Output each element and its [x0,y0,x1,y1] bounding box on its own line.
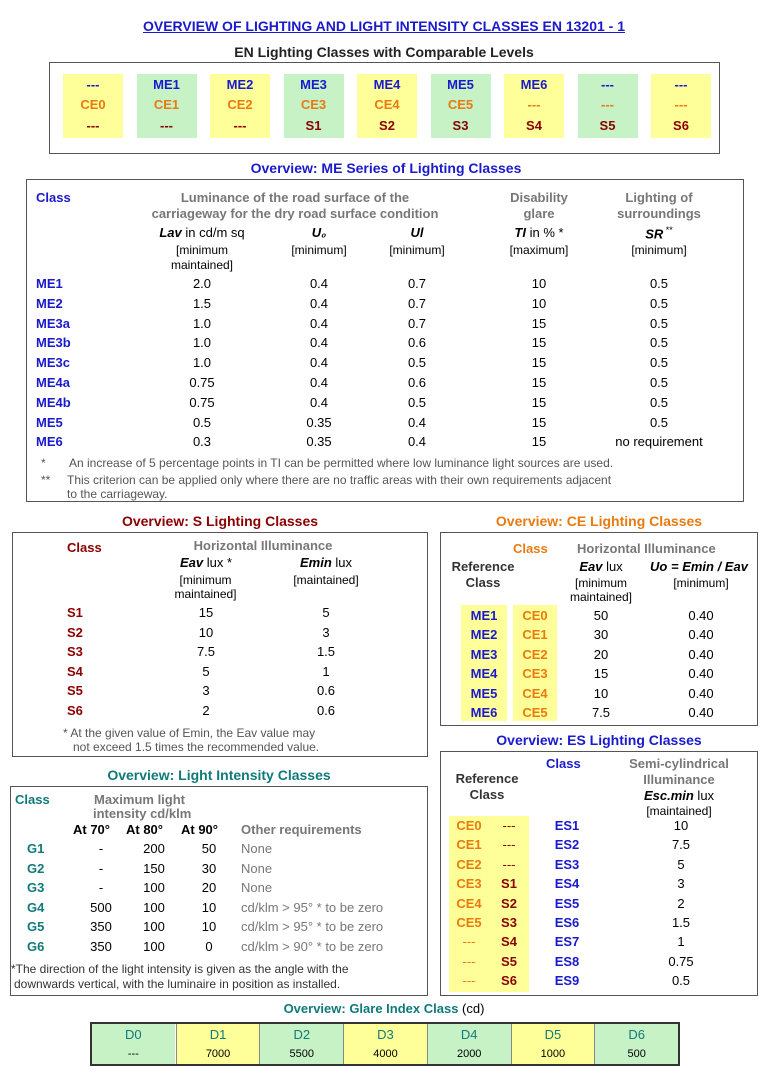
es-row-class: ES5 [554,895,580,911]
comparable-ce: CE5 [447,97,474,112]
es-row-value: 7.5 [671,837,691,853]
me-row-value: 15 [531,315,547,331]
s-row-value: 15 [198,605,214,620]
d-table [90,1022,680,1066]
comparable-me: ME4 [373,77,401,92]
me-row-value: 0.7 [407,315,427,331]
comparable-ce: --- [527,97,541,112]
d-class: D2 [293,1027,311,1042]
g-row-value: 30 [201,860,217,876]
me-unit-ti: TI in % * [514,225,564,240]
me-row-value: 0.4 [407,414,427,430]
g-row-class: G2 [27,860,45,876]
s-row-value: 3 [202,683,210,698]
me-row-value: 0.5 [649,315,669,331]
es-row-class: ES7 [554,934,580,950]
es-row-s: --- [502,856,516,872]
me-row-value: no requirement [615,434,703,450]
es-row-value: 1 [677,934,685,950]
es-row-ce: CE4 [456,895,482,911]
me-q-sr: [minimum] [631,243,687,257]
me-row-value: 15 [531,414,547,430]
s-row-class: S5 [67,683,83,698]
d-cell [511,1024,595,1064]
me-row-value: 0.4 [309,355,329,371]
me-row-value: 0.5 [407,394,427,410]
comparable-s: S6 [673,118,689,133]
es-row-ce: CE5 [456,915,482,930]
g-row-value: 500 [90,899,112,915]
d-cell [594,1024,678,1064]
d-class: D4 [460,1027,478,1042]
me-h-disability-1: Disability [510,190,568,205]
g-row-other: cd/klm > 95° * to be zero [241,919,384,935]
ce-row-value: 0.40 [688,705,714,720]
comparable-s: --- [160,118,173,133]
s-q-2: [maintained] [293,573,359,587]
me-h-surroundings-1: Lighting of [625,190,693,205]
me-note2-b: to the carriageway. [67,487,168,501]
me-row-value: 0.7 [407,276,427,291]
me-row-value: 0.4 [309,295,329,311]
es-row-ce: CE2 [456,856,482,872]
es-row-value: 2 [677,895,685,911]
me-row-value: 15 [531,394,547,410]
g-h-70: At 70° [73,822,110,837]
me-row-class: ME1 [36,276,63,291]
g-h-max-1: Maximum light [94,792,186,807]
ce-h-ref-1: Reference [451,559,515,574]
d-cell [427,1024,511,1064]
me-q-ti: [maximum] [509,243,569,257]
me-row-value: 0.5 [192,414,212,430]
s-row-value: 1 [322,663,330,679]
me-row-class: ME3b [36,335,71,351]
comparable-cell [63,74,123,138]
d-cell [92,1024,175,1064]
g-row-value: 350 [90,919,112,935]
me-q-lav-1: [minimum [175,243,228,257]
me-row-value: 0.5 [649,295,669,311]
es-row-value: 5 [677,856,685,872]
es-row-s: S2 [501,895,517,911]
ce-row-value: 10 [593,685,609,701]
comparable-s: --- [86,118,100,133]
g-h-80: At 80° [126,822,163,837]
es-row-ce: CE1 [456,837,482,853]
s-row-class: S4 [67,663,83,679]
g-row-value: 200 [143,841,165,856]
d-value: 4000 [373,1048,398,1060]
me-row-value: 0.4 [309,375,329,390]
comparable-me: ME2 [226,77,254,92]
es-row-ce: --- [462,934,476,950]
me-row-value: 0.3 [192,434,212,450]
es-section-title: Overview: ES Lighting Classes [496,732,702,748]
me-row-class: ME4a [36,375,70,390]
me-row-value: 0.5 [649,276,669,291]
es-h-class: Class [546,756,581,771]
g-row-class: G1 [27,841,45,856]
s-h-class: Class [67,540,102,555]
me-q-lav-2: maintained] [170,258,234,272]
me-row-value: 0.6 [407,335,427,351]
comparable-ce: CE1 [153,97,180,112]
ce-row-class: CE4 [522,685,548,701]
comparable-cell [578,74,638,138]
me-row-value: 0.4 [407,434,427,450]
ce-row-value: 50 [593,608,609,623]
s-row-class: S6 [67,702,83,718]
comparable-s: S1 [305,118,322,133]
es-row-class: ES4 [554,876,580,892]
g-row-other: cd/klm > 90° * to be zero [241,939,384,954]
me-row-value: 15 [531,375,547,390]
g-row-class: G3 [27,880,45,896]
me-row-value: 1.0 [192,335,212,351]
me-row-value: 0.6 [407,375,427,390]
me-note2-a: This criterion can be applied only where there are no traffic areas with their own requirements adjacent [67,473,612,487]
d-value: 1000 [540,1048,566,1060]
ce-row-class: CE2 [522,646,548,662]
s-row-class: S3 [67,644,83,659]
es-h-semi-2: Illuminance [643,772,715,787]
g-row-value: - [98,841,104,856]
comparable-s: S5 [599,118,616,133]
me-row-value: 0.4 [309,335,329,351]
s-section-title: Overview: S Lighting Classes [121,513,319,529]
es-row-class: ES2 [554,837,580,853]
ce-h-class: Class [513,541,548,556]
me-row-value: 0.75 [189,394,215,410]
s-note-a: * At the given value of Emin, the Eav value may [63,726,316,740]
s-row-value: 0.6 [316,702,336,718]
ce-row-ref: ME5 [470,685,498,701]
es-row-value: 0.75 [668,953,694,969]
s-row-value: 2 [202,702,210,718]
ce-q-1a: [minimum [574,576,627,590]
es-h-semi-1: Semi-cylindrical [629,756,729,771]
ce-unit-eav: Eav lux [579,559,623,574]
comparable-s: --- [233,118,247,133]
g-row-value: 150 [143,860,165,876]
ce-row-value: 20 [593,646,609,662]
g-row-value: - [98,880,104,896]
d-value: --- [127,1048,139,1060]
comparable-me: ME6 [520,77,548,92]
es-row-class: ES6 [554,915,580,930]
me-h-disability-2: glare [523,206,555,221]
comparable-me: ME1 [153,77,180,92]
me-row-class: ME3c [36,355,70,371]
ce-q-1b: maintained] [569,590,633,604]
ce-row-class: CE3 [522,666,548,682]
me-row-value: 2.0 [192,276,212,291]
g-row-value: 10 [201,899,217,915]
me-row-value: 1.0 [192,315,212,331]
me-table-box [26,179,744,502]
ce-row-value: 0.40 [688,646,714,662]
comparable-levels-box [49,62,720,154]
ce-row-ref: ME1 [470,608,498,623]
s-q-1a: [minimum [179,573,232,587]
comparable-s: S4 [526,118,542,133]
me-note1-mark: * [41,456,46,470]
d-section-title: Overview: Glare Index Class (cd) [283,1001,485,1016]
ce-row-value: 0.40 [688,608,714,623]
s-row-value: 7.5 [196,644,216,659]
comparable-cell [284,74,344,138]
comparable-ce: --- [601,97,614,112]
d-class: D5 [544,1027,562,1042]
s-q-1b: maintained] [174,587,237,601]
es-row-s: S3 [501,915,517,930]
comparable-subtitle: EN Lighting Classes with Comparable Levels [234,44,534,60]
ce-h-horizontal: Horizontal Illuminance [577,541,716,556]
g-row-value: 10 [201,919,217,935]
ce-section-title: Overview: CE Lighting Classes [495,513,703,529]
me-row-value: 1.0 [192,355,212,371]
s-h-horizontal: Horizontal Illuminance [193,538,333,553]
me-row-value: 0.35 [306,434,332,450]
g-note-a: *The direction of the light intensity is given as the angle with the [11,962,349,976]
g-row-value: 50 [201,841,217,856]
g-h-90: At 90° [181,822,218,837]
es-q: [maintained] [646,804,712,818]
g-row-other: None [241,860,273,876]
me-row-value: 10 [531,276,547,291]
comparable-ce: CE3 [300,97,327,112]
ce-q-2: [minimum] [673,576,729,590]
s-row-class: S1 [67,605,83,620]
d-class: D6 [628,1027,645,1042]
comparable-me: ME3 [300,77,327,92]
comparable-me: --- [86,77,100,92]
s-row-value: 10 [198,624,214,640]
ce-row-value: 15 [593,666,609,682]
d-cell [176,1024,260,1064]
d-class: D0 [125,1027,142,1042]
es-row-class: ES1 [554,818,580,833]
me-row-value: 15 [531,335,547,351]
me-note1: An increase of 5 percentage points in TI can be permitted where low luminance light sources are used. [69,456,614,470]
ce-unit-uo: Uo = Emin / Eav [650,559,748,574]
es-row-ce: --- [462,953,476,969]
comparable-me: ME5 [447,77,474,92]
es-row-value: 3 [677,876,685,892]
me-row-value: 10 [531,295,547,311]
me-h-luminance-2: carriageway for the dry road surface condition [151,206,439,221]
es-row-s: S4 [501,934,517,950]
ce-row-class: CE0 [522,608,548,623]
me-row-value: 0.4 [309,394,329,410]
g-row-other: None [241,841,273,856]
g-section-title: Overview: Light Intensity Classes [107,767,331,783]
es-table-box [440,751,758,996]
g-note-b: downwards vertical, with the luminaire in position as installed. [14,977,341,991]
s-table-box [12,532,428,757]
g-row-value: 100 [143,899,165,915]
comparable-cell [504,74,564,138]
s-note-b: not exceed 1.5 times the recommended value. [73,740,320,754]
s-row-value: 5 [322,605,330,620]
comparable-ce: CE2 [227,97,253,112]
d-value: 500 [627,1048,646,1060]
g-row-value: 20 [201,880,217,896]
me-row-value: 0.75 [189,375,215,390]
es-row-s: --- [502,837,516,853]
es-row-ce: --- [462,973,476,989]
es-h-ref-2: Class [469,787,505,802]
g-row-class: G6 [27,939,45,954]
g-row-value: 100 [143,880,165,896]
ce-row-value: 0.40 [688,685,714,701]
me-row-value: 0.5 [649,394,669,410]
es-row-ce: CE0 [456,818,482,833]
d-value: 2000 [456,1048,482,1060]
es-row-s: S6 [501,973,517,989]
s-unit-eav: Eav lux * [179,555,233,570]
ce-row-class: CE5 [522,705,548,720]
g-row-class: G4 [27,899,45,915]
es-row-s: S1 [501,876,517,892]
s-row-value: 0.6 [316,683,336,698]
es-row-class: ES3 [554,856,580,872]
ce-row-ref: ME2 [470,627,498,643]
page-title: OVERVIEW OF LIGHTING AND LIGHT INTENSITY CLASSES EN 13201 - 1 [142,18,626,34]
ce-row-value: 0.40 [688,627,714,643]
es-row-value: 10 [673,818,689,833]
me-row-class: ME3a [36,315,70,331]
comparable-cell [210,74,270,138]
me-row-value: 0.5 [407,355,427,371]
me-row-value: 1.5 [192,295,212,311]
comparable-cell [137,74,197,138]
es-row-class: ES9 [554,973,580,989]
me-row-class: ME6 [36,434,63,450]
g-row-class: G5 [27,919,45,935]
g-row-value: - [98,860,104,876]
me-row-value: 15 [531,355,547,371]
g-row-value: 100 [143,939,165,954]
s-row-value: 3 [322,624,330,640]
es-row-value: 0.5 [671,973,691,989]
es-row-s: S5 [501,953,517,969]
g-h-other: Other requirements [241,822,362,837]
g-table-box [10,786,428,996]
es-row-class: ES8 [554,953,580,969]
ce-row-ref: ME6 [470,705,498,720]
me-row-value: 15 [531,434,547,450]
es-unit-esc: Esc.min lux [643,788,715,803]
comparable-ce: CE0 [80,97,106,112]
ce-row-value: 0.40 [688,666,714,682]
me-h-luminance-1: Luminance of the road surface of the [180,190,410,205]
s-row-value: 1.5 [316,644,336,659]
g-row-value: 100 [143,919,165,935]
s-unit-emin: Emin lux [299,555,353,570]
comparable-cell [431,74,491,138]
d-value: 7000 [205,1048,231,1060]
me-row-value: 0.5 [649,355,669,371]
es-h-ref-1: Reference [455,771,519,786]
me-row-value: 0.5 [649,375,669,390]
es-row-ce: CE3 [456,876,482,892]
s-row-class: S2 [67,624,83,640]
me-unit-u0: U₀ [311,225,327,240]
es-row-value: 1.5 [671,915,691,930]
ce-row-value: 7.5 [591,705,611,720]
me-h-class: Class [36,190,71,205]
me-row-value: 0.7 [407,295,427,311]
comparable-me: --- [601,77,614,92]
me-row-value: 0.4 [309,315,329,331]
comparable-cell [651,74,711,138]
g-row-other: cd/klm > 95° * to be zero [241,899,384,915]
me-row-value: 0.4 [309,276,329,291]
g-h-max-2: intensity cd/klm [93,806,192,821]
comparable-ce: CE4 [374,97,400,112]
d-class: D3 [377,1027,394,1042]
g-h-class: Class [15,792,50,807]
ce-row-class: CE1 [522,627,548,643]
comparable-me: --- [674,77,688,92]
s-row-value: 5 [202,663,210,679]
me-q-ul: [minimum] [389,243,445,257]
g-row-value: 0 [205,939,213,954]
g-row-other: None [241,880,273,896]
me-row-class: ME4b [36,394,71,410]
me-unit-ul: Ul [410,225,424,240]
ce-row-ref: ME3 [470,646,498,662]
ce-table-box [440,532,758,726]
me-row-class: ME2 [36,295,63,311]
me-row-value: 0.5 [649,335,669,351]
d-cell [259,1024,343,1064]
comparable-s: S3 [452,118,469,133]
d-cell [343,1024,427,1064]
me-unit-lav: Lav in cd/m sq [159,225,245,240]
ce-row-ref: ME4 [470,666,498,682]
es-row-s: --- [502,818,516,833]
d-value: 5500 [289,1048,315,1060]
me-h-surroundings-2: surroundings [617,206,701,221]
me-unit-sr: SR ** [645,225,673,242]
ce-h-ref-2: Class [465,575,501,590]
me-row-value: 0.5 [649,414,669,430]
me-q-u0: [minimum] [291,243,347,257]
comparable-cell [357,74,417,138]
g-row-value: 350 [90,939,112,954]
me-note2-mark: ** [41,473,51,487]
ce-row-value: 30 [593,627,609,643]
d-class: D1 [209,1027,227,1042]
comparable-s: S2 [379,118,395,133]
me-section-title: Overview: ME Series of Lighting Classes [250,160,522,176]
comparable-ce: --- [674,97,688,112]
me-row-value: 0.35 [306,414,332,430]
me-row-class: ME5 [36,414,63,430]
